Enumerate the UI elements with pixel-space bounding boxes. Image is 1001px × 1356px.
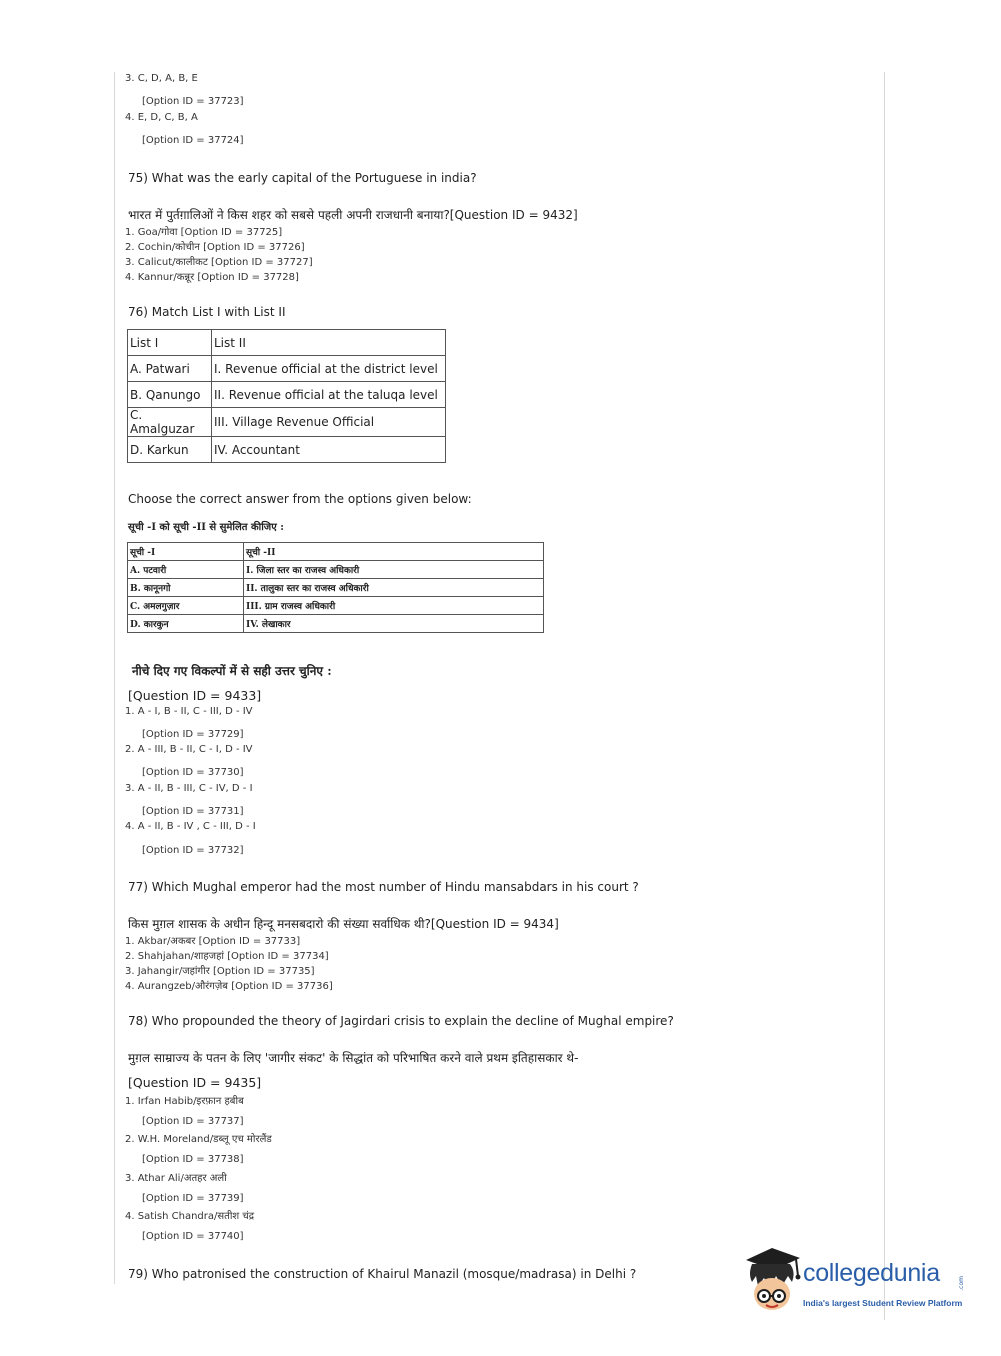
table-row: [128, 356, 446, 382]
graduate-mascot-icon: [742, 1246, 804, 1316]
right-margin-line: [884, 72, 885, 1320]
q78-option-4-id: [Option ID = 37740]: [142, 1231, 244, 1242]
q78-option-3: 3. Athar Ali/अतहर अली: [125, 1173, 227, 1184]
q78-option-2: 2. W.H. Moreland/डब्लू एच मोरलैंड: [125, 1134, 272, 1145]
q76-choose-text: Choose the correct answer from the options given below:: [128, 492, 472, 506]
table-cell: B. Qanungo: [128, 382, 212, 408]
table-cell: II. Revenue official at the taluqa level: [212, 382, 446, 408]
match-table-hindi: [127, 542, 544, 633]
table-cell: II. तालुका स्तर का राजस्व अधिकारी: [244, 579, 544, 597]
q78-question-id: [Question ID = 9435]: [128, 1075, 262, 1090]
table-cell: I. Revenue official at the district level: [212, 356, 446, 382]
q77-option-2: 2. Shahjahan/शाहजहां [Option ID = 37734]: [125, 951, 329, 962]
q75-option-3: 3. Calicut/कालीकट [Option ID = 37727]: [125, 257, 313, 268]
table-cell: D. Karkun: [128, 437, 212, 463]
q78-hindi: मुग़ल साम्राज्य के पतन के लिए 'जागीर संकट' के सिद्धांत को परिभाषित करने वाले प्रथम इतिहासकार थे-: [128, 1051, 579, 1065]
table-cell: C. अमलगुज़ार: [128, 597, 244, 615]
q76-option-4: 4. A - II, B - IV , C - III, D - I: [125, 821, 256, 832]
q77-hindi: किस मुग़ल शासक के अधीन हिन्दू मनसबदारो की संख्या सर्वाधिक थी?[Question ID = 9434]: [128, 917, 559, 931]
table-cell: III. ग्राम राजस्व अधिकारी: [244, 597, 544, 615]
q76-option-3-id: [Option ID = 37731]: [142, 806, 244, 817]
table-row: [128, 597, 544, 615]
q77-option-4: 4. Aurangzeb/औरंगज़ेब [Option ID = 37736]: [125, 981, 333, 992]
table-cell: IV. लेखाकार: [244, 615, 544, 633]
q75-option-1: 1. Goa/गोवा [Option ID = 37725]: [125, 227, 283, 238]
table-cell: सूची -I: [128, 543, 244, 561]
table-cell: D. कारकुन: [128, 615, 244, 633]
q76-option-4-id: [Option ID = 37732]: [142, 845, 244, 856]
table-cell: III. Village Revenue Official: [212, 408, 446, 437]
table-cell: IV. Accountant: [212, 437, 446, 463]
brand-dotcom: .com: [958, 1276, 965, 1291]
q77-option-1: 1. Akbar/अकबर [Option ID = 37733]: [125, 936, 301, 947]
q78-option-2-id: [Option ID = 37738]: [142, 1154, 244, 1165]
q79-question: 79) Who patronised the construction of Khairul Manazil (mosque/madrasa) in Delhi ?: [128, 1267, 637, 1281]
table-cell: A. Patwari: [128, 356, 212, 382]
q76-option-1-id: [Option ID = 37729]: [142, 729, 244, 740]
brand-name: collegedunia: [803, 1259, 940, 1287]
q76-option-2: 2. A - III, B - II, C - I, D - IV: [125, 744, 253, 755]
table-cell: सूची -II: [244, 543, 544, 561]
q75-question: 75) What was the early capital of the Portuguese in india?: [128, 171, 477, 185]
q78-option-4: 4. Satish Chandra/सतीश चंद्र: [125, 1211, 255, 1222]
table-cell: List I: [128, 330, 212, 356]
q74-option-3: 3. C, D, A, B, E: [125, 73, 198, 84]
table-cell: A. पटवारी: [128, 561, 244, 579]
q76-option-2-id: [Option ID = 37730]: [142, 767, 244, 778]
q77-option-3: 3. Jahangir/जहांगीर [Option ID = 37735]: [125, 966, 315, 977]
q78-option-1-id: [Option ID = 37737]: [142, 1116, 244, 1127]
table-cell: C. Amalguzar: [128, 408, 212, 437]
table-row: [128, 543, 544, 561]
table-row: [128, 437, 446, 463]
match-table-english: [127, 329, 446, 463]
table-row: [128, 579, 544, 597]
q76-question: 76) Match List I with List II: [128, 305, 286, 319]
q76-option-3: 3. A - II, B - III, C - IV, D - I: [125, 783, 253, 794]
table-row: [128, 561, 544, 579]
table-row: [128, 330, 446, 356]
table-cell: B. कानूनगो: [128, 579, 244, 597]
q78-question: 78) Who propounded the theory of Jagirdari crisis to explain the decline of Mughal empire?: [128, 1014, 674, 1028]
q77-question: 77) Which Mughal emperor had the most number of Hindu mansabdars in his court ?: [128, 880, 639, 894]
q78-option-3-id: [Option ID = 37739]: [142, 1193, 244, 1204]
table-row: [128, 615, 544, 633]
q75-hindi: भारत में पुर्तग़ालिओं ने किस शहर को सबसे पहली अपनी राजधानी बनाया?[Question ID = 9432]: [128, 208, 578, 222]
q74-option-3-id: [Option ID = 37723]: [142, 96, 244, 107]
q75-option-4: 4. Kannur/कन्नूर [Option ID = 37728]: [125, 272, 299, 283]
q76-hindi-choose: नीचे दिए गए विकल्पों में से सही उत्तर चुनिए :: [132, 664, 332, 678]
q75-option-2: 2. Cochin/कोचीन [Option ID = 37726]: [125, 242, 305, 253]
table-cell: List II: [212, 330, 446, 356]
left-margin-line: [114, 72, 115, 1284]
q76-option-1: 1. A - I, B - II, C - III, D - IV: [125, 706, 253, 717]
q74-option-4-id: [Option ID = 37724]: [142, 135, 244, 146]
q76-question-id: [Question ID = 9433]: [128, 688, 262, 703]
table-row: [128, 382, 446, 408]
q76-hindi-match: सूची -I को सूची -II से सुमेलित कीजिए :: [128, 522, 284, 533]
q74-option-4: 4. E, D, C, B, A: [125, 112, 198, 123]
table-cell: I. जिला स्तर का राजस्व अधिकारी: [244, 561, 544, 579]
brand-tagline: India's largest Student Review Platform: [803, 1298, 963, 1308]
q78-option-1: 1. Irfan Habib/इरफ़ान हबीब: [125, 1096, 244, 1107]
table-row: [128, 408, 446, 437]
